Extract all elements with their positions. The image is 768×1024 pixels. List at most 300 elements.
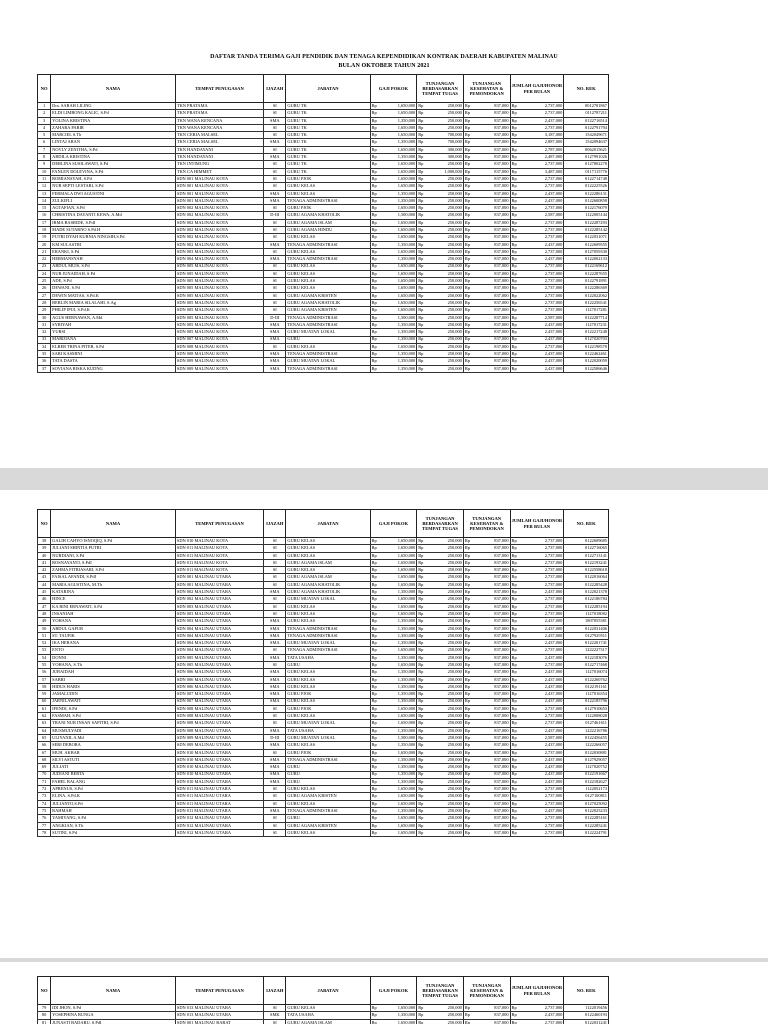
cell-tunjangan-tempat: 250,000 [426,241,464,248]
currency-label: Rp [370,618,379,625]
cell-jabatan: TATA USAHA [286,727,370,734]
currency-label: Rp [417,314,426,321]
currency-label: Rp [510,256,519,263]
currency-label: Rp [417,786,426,793]
table-row [38,365,609,372]
cell-no-rek: 1122019456 [564,1005,609,1012]
cell-tempat: SDN 002 MALINAU KOTA [175,234,263,241]
currency-label: Rp [417,713,426,720]
cell-tunjangan-tempat: 250,000 [426,300,464,307]
currency-label: Rp [417,610,426,617]
cell-jabatan: GURU AGAMA KHATOLIK [286,212,370,219]
cell-ijazah: SMA [264,683,286,690]
cell-tunjangan-tempat: 250,000 [426,822,464,829]
cell-tunjangan-kesehatan: 837,000 [473,1005,511,1012]
header-gaji-pokok: GAJI POKOK [370,977,417,1005]
cell-gaji-pokok: 1,350,000 [379,640,417,647]
cell-no: 1 [38,103,51,110]
cell-tunjangan-tempat: 250,000 [426,552,464,559]
currency-label: Rp [370,735,379,742]
cell-jabatan: TENAGA ADMINISTRASI [286,807,370,814]
cell-jumlah: 2,437,000 [519,771,564,778]
cell-jumlah: 2,587,000 [519,212,564,219]
cell-tempat: SDN 005 MALINAU KOTA [175,285,263,292]
currency-label: Rp [417,589,426,596]
cell-jabatan: GURU KELAS [286,1005,370,1012]
currency-label: Rp [463,618,472,625]
cell-jumlah: 2,587,000 [519,314,564,321]
cell-tunjangan-tempat: 250,000 [426,219,464,226]
currency-label: Rp [370,749,379,756]
cell-tunjangan-kesehatan: 837,000 [473,358,511,365]
cell-no: 6 [38,139,51,146]
cell-jabatan: TENAGA ADMINISTRASI [286,625,370,632]
currency-label: Rp [417,270,426,277]
cell-no: 26 [38,285,51,292]
cell-jumlah: 2,437,000 [519,640,564,647]
currency-label: Rp [510,139,519,146]
cell-no: 35 [38,351,51,358]
cell-no-rek: 0122225526 [564,183,609,190]
cell-gaji-pokok: 1,350,000 [379,117,417,124]
cell-ijazah: SI [264,161,286,168]
cell-tunjangan-tempat: 250,000 [426,640,464,647]
currency-label: Rp [510,713,519,720]
cell-jumlah: 2,737,000 [519,581,564,588]
currency-label: Rp [370,154,379,161]
cell-tunjangan-kesehatan: 837,000 [473,610,511,617]
cell-gaji-pokok: 1,350,000 [379,742,417,749]
currency-label: Rp [370,175,379,182]
cell-tempat: SDN 004 MALINAU UTARA [175,632,263,639]
header-row [38,510,609,538]
cell-gaji-pokok: 1,650,000 [379,161,417,168]
cell-tempat: SDN 001 MALINAU KOTA [175,175,263,182]
cell-tunjangan-tempat: 250,000 [426,793,464,800]
cell-tunjangan-kesehatan: 837,000 [473,307,511,314]
currency-label: Rp [463,829,472,836]
currency-label: Rp [370,793,379,800]
currency-label: Rp [417,154,426,161]
cell-no: 5 [38,132,51,139]
cell-tunjangan-tempat: 250,000 [426,1012,464,1019]
table-row [38,545,609,552]
cell-jabatan: GURU AGAMA KRISTEN [286,307,370,314]
header-tempat-penugasan: TEMPAT PENUGASAN [175,75,263,103]
cell-tunjangan-tempat: 250,000 [426,307,464,314]
cell-no: 61 [38,705,51,712]
cell-nama: ZAHARA PARIR [51,124,176,131]
cell-tunjangan-tempat: 250,000 [426,662,464,669]
currency-label: Rp [370,190,379,197]
cell-gaji-pokok: 1,650,000 [379,538,417,545]
cell-gaji-pokok: 1,650,000 [379,786,417,793]
currency-label: Rp [370,545,379,552]
cell-jumlah: 2,437,000 [519,691,564,698]
cell-gaji-pokok: 1,350,000 [379,321,417,328]
cell-jabatan: GURU KELAS [286,676,370,683]
currency-label: Rp [510,727,519,734]
cell-tempat: SDN 004 MALINAU UTARA [175,640,263,647]
currency-label: Rp [417,698,426,705]
cell-tunjangan-tempat: 250,000 [426,545,464,552]
cell-tunjangan-tempat: 1,000,000 [426,168,464,175]
currency-label: Rp [463,676,472,683]
cell-tunjangan-kesehatan: 837,000 [473,103,511,110]
cell-no: 22 [38,256,51,263]
cell-tunjangan-kesehatan: 837,000 [473,329,511,336]
table-row [38,603,609,610]
currency-label: Rp [417,749,426,756]
currency-label: Rp [463,183,472,190]
table-row [38,168,609,175]
currency-label: Rp [463,1019,472,1024]
cell-jumlah: 2,437,000 [519,117,564,124]
currency-label: Rp [417,552,426,559]
currency-label: Rp [510,1005,519,1012]
currency-label: Rp [510,669,519,676]
currency-label: Rp [463,175,472,182]
currency-label: Rp [463,538,472,545]
currency-label: Rp [463,815,472,822]
cell-gaji-pokok: 1,350,000 [379,241,417,248]
table-row [38,764,609,771]
currency-label: Rp [510,110,519,117]
cell-ijazah: SI [264,552,286,559]
cell-nama: SERI DEBORA [51,742,176,749]
cell-tunjangan-kesehatan: 837,000 [473,756,511,763]
cell-jumlah: 2,737,000 [519,234,564,241]
currency-label: Rp [510,756,519,763]
cell-no-rek: 0012781867 [564,103,609,110]
cell-no: 56 [38,669,51,676]
currency-label: Rp [463,727,472,734]
cell-nama: HINCE [51,596,176,603]
cell-no-rek: 0122183076 [564,654,609,661]
cell-no-rek: 0122460193 [564,1012,609,1019]
cell-jumlah: 2,737,000 [519,1005,564,1012]
currency-label: Rp [417,132,426,139]
cell-ijazah: SI [264,146,286,153]
currency-label: Rp [510,574,519,581]
cell-nama: DEWIN MATIAS, S.Pd.K [51,292,176,299]
cell-tempat: SDN 006 MALINAU UTARA [175,683,263,690]
table-row [38,146,609,153]
cell-ijazah: SMA [264,654,286,661]
cell-no-rek: 1127017281 [564,307,609,314]
cell-ijazah: SI [264,596,286,603]
table-row [38,807,609,814]
table-row [38,329,609,336]
cell-no-rek: 0122716514 [564,117,609,124]
cell-no-rek: 0122713141 [564,552,609,559]
cell-nama: SILVI ASTUTI [51,756,176,763]
cell-gaji-pokok: 1,350,000 [379,669,417,676]
cell-no: 46 [38,596,51,603]
cell-jabatan: GURU TK [286,117,370,124]
table-row [38,676,609,683]
cell-ijazah: SMA [264,190,286,197]
table-row [38,241,609,248]
cell-tunjangan-kesehatan: 837,000 [473,713,511,720]
currency-label: Rp [463,589,472,596]
cell-no: 43 [38,574,51,581]
cell-nama: IFENDI, S.Pd [51,705,176,712]
cell-ijazah: SI [264,559,286,566]
cell-jabatan: GURU KELAS [286,829,370,836]
cell-nama: ROMIANSYAH, S.Pd [51,175,176,182]
cell-tunjangan-kesehatan: 837,000 [473,552,511,559]
cell-no: 52 [38,640,51,647]
currency-label: Rp [463,742,472,749]
currency-label: Rp [417,285,426,292]
cell-tunjangan-tempat: 250,000 [426,124,464,131]
cell-jumlah: 2,437,000 [519,1012,564,1019]
currency-label: Rp [417,654,426,661]
cell-jabatan: GURU KELAS [286,669,370,676]
cell-gaji-pokok: 1,650,000 [379,219,417,226]
cell-gaji-pokok: 1,500,000 [379,735,417,742]
document-subtitle: BULAN OKTOBER TAHUN 2021 [338,63,430,69]
cell-tempat: SDN 011 MALINAU KOTA [175,545,263,552]
currency-label: Rp [417,161,426,168]
header-ijazah: IJAZAH [264,75,286,103]
currency-label: Rp [417,545,426,552]
cell-tunjangan-tempat: 250,000 [426,698,464,705]
cell-nama: ST. TAUFIK [51,632,176,639]
cell-ijazah: SMA [264,742,286,749]
cell-jabatan: GURU KELAS [286,713,370,720]
cell-tunjangan-tempat: 250,000 [426,559,464,566]
cell-jabatan: TENAGA ADMINISTRASI [286,256,370,263]
cell-jabatan: TENAGA ADMINISTRASI [286,321,370,328]
cell-gaji-pokok: 1,350,000 [379,632,417,639]
cell-tempat: TKN HANDAYANI [175,146,263,153]
cell-gaji-pokok: 1,650,000 [379,662,417,669]
currency-label: Rp [417,632,426,639]
currency-label: Rp [417,720,426,727]
cell-jumlah: 2,737,000 [519,574,564,581]
header-jumlah: JUMLAH GAJI/HONOR PER BULAN [510,75,564,103]
currency-label: Rp [370,640,379,647]
cell-ijazah: SI [264,545,286,552]
cell-tempat: SDN 011 MALINAU UTARA [175,786,263,793]
cell-gaji-pokok: 1,350,000 [379,618,417,625]
cell-tempat: TKN PRATAMA [175,103,263,110]
cell-tunjangan-tempat: 250,000 [426,227,464,234]
cell-gaji-pokok: 1,650,000 [379,713,417,720]
currency-label: Rp [463,212,472,219]
cell-tempat: TKN CERIA MALSEL [175,132,263,139]
cell-nama: Dra. SARAH LILING [51,103,176,110]
cell-tunjangan-kesehatan: 837,000 [473,691,511,698]
cell-tunjangan-kesehatan: 837,000 [473,683,511,690]
cell-nama: SARI KASMINI [51,351,176,358]
cell-no-rek: 0122185796 [564,698,609,705]
currency-label: Rp [463,800,472,807]
currency-label: Rp [463,603,472,610]
cell-nama: JUDIANI BERTA [51,771,176,778]
cell-no-rek: 0122791794 [564,124,609,131]
cell-jabatan: GURU KELAS [286,190,370,197]
cell-tempat: SDN 010 MALINAU UTARA [175,749,263,756]
currency-label: Rp [510,205,519,212]
cell-no: 68 [38,756,51,763]
currency-label: Rp [463,270,472,277]
salary-table-page-3 [37,976,609,1024]
cell-nama: DEWANI, S.Pd [51,285,176,292]
cell-tempat: SDN 005 MALINAU KOTA [175,307,263,314]
cell-nama: NURDIANI, S.Pd [51,552,176,559]
cell-jumlah: 2,437,000 [519,764,564,771]
cell-no-rek: 0122286131 [564,190,609,197]
currency-label: Rp [463,219,472,226]
cell-tunjangan-kesehatan: 837,000 [473,705,511,712]
currency-label: Rp [370,197,379,204]
cell-tempat: SDN 009 MALINAU KOTA [175,358,263,365]
cell-no-rek: 0122285161 [564,815,609,822]
cell-jumlah: 2,737,000 [519,662,564,669]
cell-gaji-pokok: 1,350,000 [379,654,417,661]
currency-label: Rp [510,146,519,153]
table-row [38,596,609,603]
cell-gaji-pokok: 1,650,000 [379,822,417,829]
currency-label: Rp [370,654,379,661]
cell-no-rek: 0122030881 [564,749,609,756]
table-row [38,749,609,756]
cell-ijazah: SI [264,603,286,610]
cell-jabatan: GURU TK [286,139,370,146]
currency-label: Rp [510,1019,519,1024]
cell-nama: MARCIEL S.Th [51,132,176,139]
cell-no-rek: 0122198578 [564,343,609,350]
currency-label: Rp [510,300,519,307]
cell-tunjangan-tempat: 250,000 [426,815,464,822]
cell-tempat: SDN 007 MALINAU KOTA [175,336,263,343]
currency-label: Rp [370,285,379,292]
currency-label: Rp [370,227,379,234]
currency-label: Rp [370,662,379,669]
cell-tempat: TKN WANA KENCANA [175,124,263,131]
cell-nama: JULIATI [51,764,176,771]
cell-no-rek: 0122176079 [564,205,609,212]
cell-ijazah: SMA [264,321,286,328]
cell-no: 25 [38,278,51,285]
cell-nama: JULIANTO,S.Pd [51,800,176,807]
currency-label: Rp [370,234,379,241]
currency-label: Rp [370,256,379,263]
currency-label: Rp [370,300,379,307]
cell-tempat: SDN 005 MALINAU KOTA [175,292,263,299]
currency-label: Rp [370,124,379,131]
table-row [38,307,609,314]
cell-no: 75 [38,807,51,814]
table-row [38,183,609,190]
currency-label: Rp [510,117,519,124]
currency-label: Rp [370,110,379,117]
table-row [38,705,609,712]
cell-jabatan: GURU PJOK [286,749,370,756]
table-row [38,662,609,669]
cell-no-rek: 0122169612 [564,263,609,270]
cell-gaji-pokok: 1,650,000 [379,234,417,241]
currency-label: Rp [417,300,426,307]
currency-label: Rp [417,705,426,712]
cell-nama: FASMAH, S.Pd [51,713,176,720]
cell-tempat: SDN 005 MALINAU KOTA [175,321,263,328]
cell-gaji-pokok: 1,350,000 [379,197,417,204]
currency-label: Rp [370,815,379,822]
currency-label: Rp [510,749,519,756]
cell-tunjangan-kesehatan: 837,000 [473,589,511,596]
cell-jumlah: 2,437,000 [519,756,564,763]
currency-label: Rp [463,154,472,161]
header-no-rek: NO. REK [564,510,609,538]
currency-label: Rp [370,168,379,175]
cell-tempat: SDN 005 MALINAU KOTA [175,329,263,336]
cell-tunjangan-kesehatan: 837,000 [473,146,511,153]
currency-label: Rp [417,807,426,814]
cell-ijazah: SMA [264,256,286,263]
table-row [38,735,609,742]
cell-ijazah: SI [264,713,286,720]
cell-tunjangan-tempat: 250,000 [426,683,464,690]
table-row [38,190,609,197]
cell-ijazah: SI [264,829,286,836]
cell-nama: ELBER TRINA PITER, S.Pd [51,343,176,350]
cell-no: 51 [38,632,51,639]
cell-nama: YAMIYANG, S.Pd [51,815,176,822]
cell-tunjangan-kesehatan: 837,000 [473,321,511,328]
cell-jabatan: GURU PJOK [286,175,370,182]
table-row [38,771,609,778]
cell-nama: IDI JHON, S.Pd [51,1005,176,1012]
cell-tempat: SDN 008 MALINAU UTARA [175,727,263,734]
cell-no-rek: 0127991026 [564,154,609,161]
cell-no: 50 [38,625,51,632]
cell-nama: AGUS HERNAWAN, A.Md [51,314,176,321]
cell-ijazah: SMA [264,351,286,358]
currency-label: Rp [370,343,379,350]
currency-label: Rp [417,351,426,358]
cell-no: 78 [38,829,51,836]
cell-ijazah: SI [264,103,286,110]
cell-tempat: SDN 005 MALINAU KOTA [175,270,263,277]
cell-no: 3 [38,117,51,124]
cell-jumlah: 2,737,000 [519,793,564,800]
currency-label: Rp [370,161,379,168]
cell-nama: JULIANI SHINTIA PUTRI [51,545,176,552]
cell-tunjangan-tempat: 250,000 [426,1005,464,1012]
cell-tunjangan-tempat: 250,000 [426,705,464,712]
cell-gaji-pokok: 1,350,000 [379,764,417,771]
table-row [38,698,609,705]
cell-tempat: SDN 011 MALINAU KOTA [175,552,263,559]
cell-no-rek: 1127017231 [564,321,609,328]
cell-tempat: SDN 010 MALINAU UTARA [175,778,263,785]
cell-no: 41 [38,559,51,566]
currency-label: Rp [370,720,379,727]
currency-label: Rp [370,691,379,698]
table-row [38,117,609,124]
cell-tunjangan-tempat: 250,000 [426,618,464,625]
cell-tempat: SDN 003 MALINAU UTARA [175,618,263,625]
cell-tunjangan-kesehatan: 837,000 [473,161,511,168]
currency-label: Rp [417,793,426,800]
currency-label: Rp [510,786,519,793]
currency-label: Rp [417,1019,426,1024]
header-jabatan: JABATAN [286,75,370,103]
